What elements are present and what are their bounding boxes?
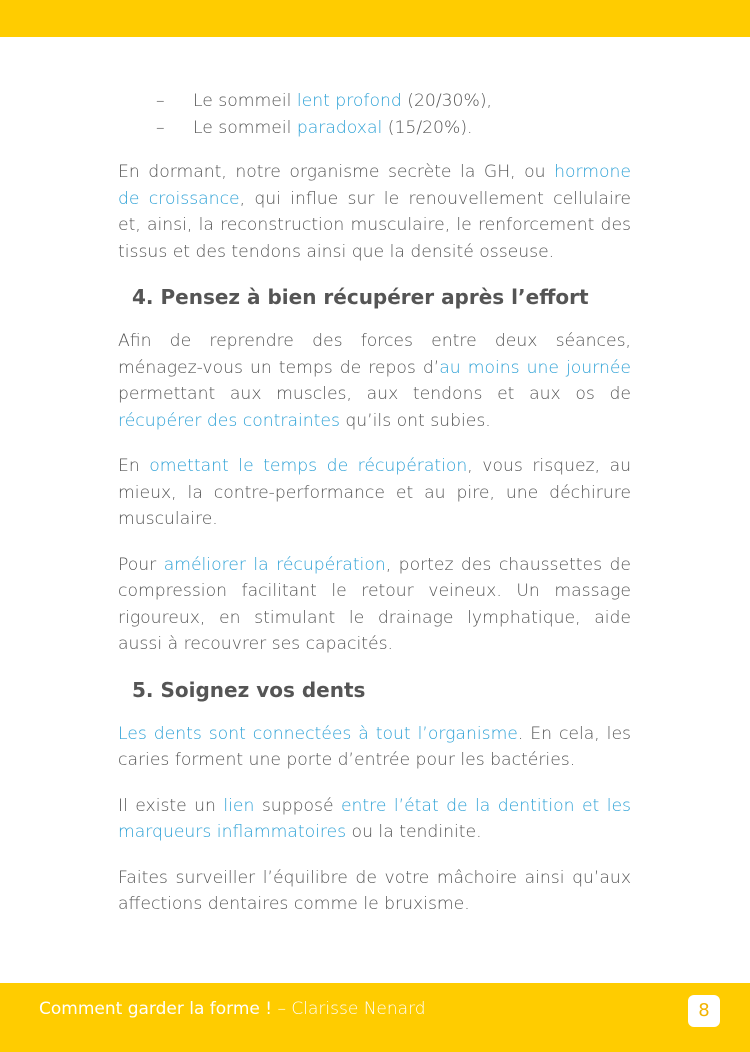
link-ameliorer-recuperation[interactable]: améliorer la récupération bbox=[163, 554, 386, 575]
footer-book-title: Comment garder la forme ! bbox=[39, 999, 273, 1019]
paragraph-omettre: En omettant le temps de récupération, vous risquez, au mieux, la contre-performance et au pire, une déchirure musculaire. bbox=[118, 456, 631, 529]
sleep-phases-list bbox=[118, 88, 631, 141]
paragraph-repos: Afin de reprendre des forces entre deux séances, ménagez-vous un temps de repos d’au moins une journée permettant aux muscles, aux tendons et aux os de récupérer des contraintes qu’ils ont subies. bbox=[118, 331, 631, 431]
link-dentition-marqueurs[interactable]: entre l’état de la dentition et les marqueurs inflammatoires bbox=[118, 795, 631, 842]
paragraph-machoire: Faites surveiller l’équilibre de votre mâchoire ainsi qu’aux affections dentaires comme le bruxisme. bbox=[118, 867, 631, 914]
link-contraintes[interactable]: récupérer des contraintes bbox=[118, 410, 340, 431]
section-4-heading: 4. Pensez à bien récupérer après l’effort bbox=[132, 285, 589, 309]
list-item: – Le sommeil lent profond (20/30%), bbox=[118, 88, 631, 115]
link-journee[interactable]: au moins une journée bbox=[439, 357, 631, 378]
link-dents-organisme[interactable]: Les dents sont connectées à tout l’organisme bbox=[118, 723, 518, 744]
paragraph-dents: Les dents sont connectées à tout l’organisme. En cela, les caries forment une porte d’entrée pour les bactéries. bbox=[118, 723, 631, 770]
link-omettant-recuperation[interactable]: omettant le temps de récupération bbox=[149, 456, 468, 476]
list-item: – Le sommeil paradoxal (15/20%). bbox=[118, 115, 631, 142]
header-band bbox=[0, 0, 750, 37]
dash-bullet: – bbox=[156, 91, 165, 111]
paragraph-hormone: En dormant, notre organisme secrète la GH, ou hormone de croissance, qui influe sur le renouvellement cellulaire et, ainsi, la reconstruction musculaire, le renforcement des tissus et des tendons ainsi que la densité osseuse. bbox=[118, 162, 631, 262]
link-lien[interactable]: lien bbox=[223, 795, 255, 816]
page-content bbox=[118, 88, 631, 937]
page-number-badge: 8 bbox=[688, 995, 720, 1027]
link-hormone-croissance[interactable]: hormone de croissance bbox=[118, 162, 631, 209]
paragraph-ameliorer: Pour améliorer la récupération, portez des chaussettes de compression facilitant le retour veineux. Un massage rigoureux, en stimulant le drainage lymphatique, aide aussi à recouvrer ses capacités. bbox=[118, 554, 632, 654]
footer-author: – Clarisse Nenard bbox=[272, 999, 426, 1019]
section-5-heading: 5. Soignez vos dents bbox=[132, 677, 366, 702]
dash-bullet: – bbox=[156, 117, 165, 138]
link-paradoxal[interactable]: paradoxal bbox=[296, 117, 383, 138]
footer-title bbox=[39, 998, 426, 1020]
paragraph-lien: Il existe un lien supposé entre l’état de la dentition et les marqueurs inflammatoires ou la tendinite. bbox=[118, 795, 631, 842]
link-lent-profond[interactable]: lent profond bbox=[296, 91, 402, 111]
